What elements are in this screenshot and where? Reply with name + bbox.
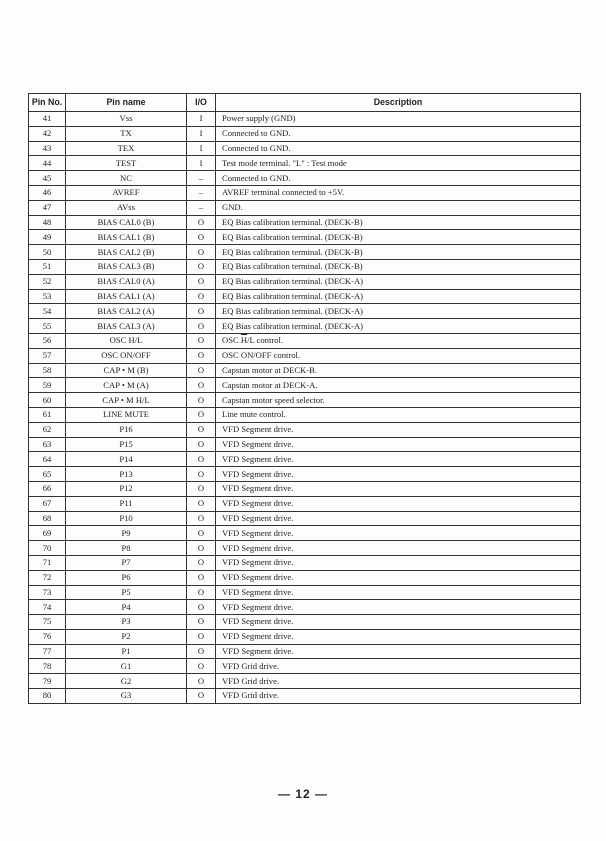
description-cell: EQ Bias calibration terminal. (DECK-B) [216, 245, 581, 260]
io-cell: O [187, 437, 216, 452]
table-row [29, 274, 581, 289]
table-row [29, 126, 581, 141]
io-cell: O [187, 215, 216, 230]
description-cell: EQ Bias calibration terminal. (DECK-A) [216, 289, 581, 304]
io-cell: O [187, 230, 216, 245]
pin-name-cell: OSC ON/OFF [66, 348, 187, 363]
description-cell: Capstan motor speed selector. [216, 393, 581, 408]
pin-number-cell: 69 [29, 526, 66, 541]
io-cell: O [187, 511, 216, 526]
io-cell: O [187, 555, 216, 570]
pin-number-cell: 54 [29, 304, 66, 319]
description-cell: Connected to GND. [216, 126, 581, 141]
pin-name-cell: TX [66, 126, 187, 141]
pin-name-cell: LINE MUTE [66, 407, 187, 422]
pin-name-cell: P8 [66, 541, 187, 556]
pin-name-cell: P3 [66, 615, 187, 630]
io-cell: O [187, 496, 216, 511]
pin-name-cell: P11 [66, 496, 187, 511]
table-row [29, 467, 581, 482]
pin-number-cell: 52 [29, 274, 66, 289]
table-row [29, 141, 581, 156]
table-row [29, 629, 581, 644]
pin-name-cell: AVss [66, 200, 187, 215]
table-row [29, 600, 581, 615]
description-cell: VFD Segment drive. [216, 644, 581, 659]
pin-number-cell: 80 [29, 689, 66, 704]
io-cell: O [187, 319, 216, 334]
pin-name-cell: P10 [66, 511, 187, 526]
pin-number-cell: 53 [29, 289, 66, 304]
pin-number-cell: 58 [29, 363, 66, 378]
io-cell: I [187, 156, 216, 171]
description-cell: VFD Segment drive. [216, 467, 581, 482]
pin-number-cell: 75 [29, 615, 66, 630]
pin-number-cell: 68 [29, 511, 66, 526]
description-cell: Power supply (GND) [216, 112, 581, 127]
table-row [29, 259, 581, 274]
description-cell: VFD Segment drive. [216, 422, 581, 437]
table-row [29, 615, 581, 630]
pin-number-cell: 62 [29, 422, 66, 437]
description-text: OSC [222, 335, 241, 346]
pin-number-cell: 64 [29, 452, 66, 467]
pin-name-cell: P6 [66, 570, 187, 585]
pin-name-cell: OSC H/L [66, 333, 187, 348]
pin-number-cell: 57 [29, 348, 66, 363]
table-row [29, 659, 581, 674]
table-row [29, 378, 581, 393]
pin-number-cell: 73 [29, 585, 66, 600]
description-cell: VFD Segment drive. [216, 629, 581, 644]
table-row [29, 481, 581, 496]
io-cell: O [187, 407, 216, 422]
pin-number-cell: 63 [29, 437, 66, 452]
io-cell: I [187, 112, 216, 127]
io-cell: O [187, 541, 216, 556]
table-row [29, 363, 581, 378]
description-cell: VFD Segment drive. [216, 615, 581, 630]
description-cell [216, 333, 581, 348]
pin-number-cell: 78 [29, 659, 66, 674]
description-cell: EQ Bias calibration terminal. (DECK-A) [216, 274, 581, 289]
table-header-row [29, 94, 581, 112]
description-cell: VFD Segment drive. [216, 526, 581, 541]
table-row [29, 319, 581, 334]
description-text: /L control. [247, 335, 284, 346]
pin-name-cell: Vss [66, 112, 187, 127]
pin-number-cell: 65 [29, 467, 66, 482]
pin-name-cell: P9 [66, 526, 187, 541]
table-row [29, 644, 581, 659]
pin-number-cell: 51 [29, 259, 66, 274]
table-row [29, 570, 581, 585]
pin-name-cell: P4 [66, 600, 187, 615]
header-pin-name: Pin name [66, 94, 187, 112]
io-cell: O [187, 259, 216, 274]
io-cell: O [187, 467, 216, 482]
description-cell: Line mute control. [216, 407, 581, 422]
pin-name-cell: CAP • M (B) [66, 363, 187, 378]
pin-name-cell: CAP • M (A) [66, 378, 187, 393]
pin-name-cell: AVREF [66, 185, 187, 200]
description-cell: EQ Bias calibration terminal. (DECK-B) [216, 259, 581, 274]
table-row [29, 407, 581, 422]
pin-number-cell: 46 [29, 185, 66, 200]
pin-name-cell: CAP • M H/L [66, 393, 187, 408]
description-cell: VFD Segment drive. [216, 481, 581, 496]
table-row [29, 541, 581, 556]
pin-name-cell: P13 [66, 467, 187, 482]
io-cell: I [187, 126, 216, 141]
description-cell: VFD Segment drive. [216, 585, 581, 600]
pin-number-cell: 42 [29, 126, 66, 141]
pin-number-cell: 79 [29, 674, 66, 689]
io-cell: O [187, 304, 216, 319]
table-row [29, 185, 581, 200]
io-cell: – [187, 200, 216, 215]
io-cell: O [187, 363, 216, 378]
table-row [29, 289, 581, 304]
table-row [29, 452, 581, 467]
table-row [29, 393, 581, 408]
description-cell: VFD Segment drive. [216, 600, 581, 615]
table-row [29, 200, 581, 215]
io-cell: O [187, 452, 216, 467]
pin-number-cell: 55 [29, 319, 66, 334]
pin-name-cell: G1 [66, 659, 187, 674]
pin-name-cell: P7 [66, 555, 187, 570]
io-cell: O [187, 570, 216, 585]
io-cell: O [187, 659, 216, 674]
pin-name-cell: BIAS CAL1 (A) [66, 289, 187, 304]
pin-number-cell: 56 [29, 333, 66, 348]
table-row [29, 230, 581, 245]
pin-number-cell: 72 [29, 570, 66, 585]
description-cell: VFD Segment drive. [216, 511, 581, 526]
io-cell: O [187, 674, 216, 689]
io-cell: O [187, 585, 216, 600]
table-row [29, 215, 581, 230]
table-row [29, 333, 581, 348]
pin-name-cell: P16 [66, 422, 187, 437]
description-cell: VFD Segment drive. [216, 570, 581, 585]
io-cell: O [187, 689, 216, 704]
description-overline-text: $\overline{H}$ [240, 335, 248, 346]
description-cell: VFD Grid drive. [216, 689, 581, 704]
io-cell: O [187, 393, 216, 408]
pin-number-cell: 76 [29, 629, 66, 644]
header-pin-no: Pin No. [29, 94, 66, 112]
description-cell: Capstan motor at DECK-A. [216, 378, 581, 393]
description-cell: Test mode terminal. "L" : Test mode [216, 156, 581, 171]
io-cell: – [187, 171, 216, 186]
pin-number-cell: 47 [29, 200, 66, 215]
pin-number-cell: 67 [29, 496, 66, 511]
description-cell: Connected to GND. [216, 141, 581, 156]
table-row [29, 245, 581, 260]
pin-number-cell: 77 [29, 644, 66, 659]
pin-name-cell: BIAS CAL0 (A) [66, 274, 187, 289]
description-cell: GND. [216, 200, 581, 215]
pin-number-cell: 74 [29, 600, 66, 615]
table-row [29, 526, 581, 541]
pin-number-cell: 60 [29, 393, 66, 408]
table-row [29, 156, 581, 171]
pin-name-cell: P12 [66, 481, 187, 496]
table-body [29, 112, 581, 704]
description-cell: VFD Segment drive. [216, 496, 581, 511]
header-io: I/O [187, 94, 216, 112]
description-cell: EQ Bias calibration terminal. (DECK-B) [216, 215, 581, 230]
io-cell: O [187, 481, 216, 496]
table-row [29, 555, 581, 570]
pin-name-cell: BIAS CAL3 (B) [66, 259, 187, 274]
pin-name-cell: P2 [66, 629, 187, 644]
table-row [29, 112, 581, 127]
io-cell: O [187, 422, 216, 437]
table-row [29, 171, 581, 186]
pin-name-cell: BIAS CAL1 (B) [66, 230, 187, 245]
io-cell: O [187, 600, 216, 615]
pin-name-cell: P5 [66, 585, 187, 600]
io-cell: O [187, 289, 216, 304]
table-row [29, 422, 581, 437]
io-cell: O [187, 348, 216, 363]
pin-number-cell: 71 [29, 555, 66, 570]
pin-number-cell: 50 [29, 245, 66, 260]
table-row [29, 585, 581, 600]
description-cell: Connected to GND. [216, 171, 581, 186]
io-cell: O [187, 629, 216, 644]
description-cell: VFD Segment drive. [216, 437, 581, 452]
pin-number-cell: 49 [29, 230, 66, 245]
description-cell: OSC ON/OFF control. [216, 348, 581, 363]
io-cell: O [187, 526, 216, 541]
io-cell: O [187, 378, 216, 393]
table-row [29, 689, 581, 704]
io-cell: O [187, 274, 216, 289]
table-row [29, 496, 581, 511]
page-number: — 12 — [277, 787, 328, 801]
description-cell: VFD Grid drive. [216, 659, 581, 674]
io-cell: O [187, 333, 216, 348]
io-cell: O [187, 245, 216, 260]
io-cell: – [187, 185, 216, 200]
table-row [29, 511, 581, 526]
pin-number-cell: 45 [29, 171, 66, 186]
pin-number-cell: 59 [29, 378, 66, 393]
io-cell: O [187, 615, 216, 630]
io-cell: O [187, 644, 216, 659]
pin-name-cell: BIAS CAL0 (B) [66, 215, 187, 230]
table-row [29, 304, 581, 319]
io-cell: I [187, 141, 216, 156]
description-cell: VFD Segment drive. [216, 452, 581, 467]
header-description: Description [216, 94, 581, 112]
pin-name-cell: BIAS CAL2 (A) [66, 304, 187, 319]
pin-name-cell: BIAS CAL3 (A) [66, 319, 187, 334]
pin-name-cell: TEX [66, 141, 187, 156]
pin-number-cell: 48 [29, 215, 66, 230]
pin-name-cell: G3 [66, 689, 187, 704]
pin-number-cell: 44 [29, 156, 66, 171]
description-cell: VFD Segment drive. [216, 541, 581, 556]
pin-description-table [28, 93, 581, 704]
pin-name-cell: TEST [66, 156, 187, 171]
pin-name-cell: P14 [66, 452, 187, 467]
pin-name-cell: P15 [66, 437, 187, 452]
pin-name-cell: BIAS CAL2 (B) [66, 245, 187, 260]
pin-name-cell: G2 [66, 674, 187, 689]
table-row [29, 348, 581, 363]
pin-number-cell: 43 [29, 141, 66, 156]
description-cell: Capstan motor at DECK-B. [216, 363, 581, 378]
pin-number-cell: 41 [29, 112, 66, 127]
description-cell: EQ Bias calibration terminal. (DECK-B) [216, 230, 581, 245]
pin-name-cell: NC [66, 171, 187, 186]
description-cell: EQ Bias calibration terminal. (DECK-A) [216, 304, 581, 319]
description-cell: VFD Segment drive. [216, 555, 581, 570]
pin-number-cell: 61 [29, 407, 66, 422]
pin-number-cell: 70 [29, 541, 66, 556]
pin-number-cell: 66 [29, 481, 66, 496]
table-row [29, 437, 581, 452]
pin-name-cell: P1 [66, 644, 187, 659]
description-cell: VFD Grid drive. [216, 674, 581, 689]
table-row [29, 674, 581, 689]
description-cell: EQ Bias calibration terminal. (DECK-A) [216, 319, 581, 334]
description-cell: AVREF terminal connected to +5V. [216, 185, 581, 200]
